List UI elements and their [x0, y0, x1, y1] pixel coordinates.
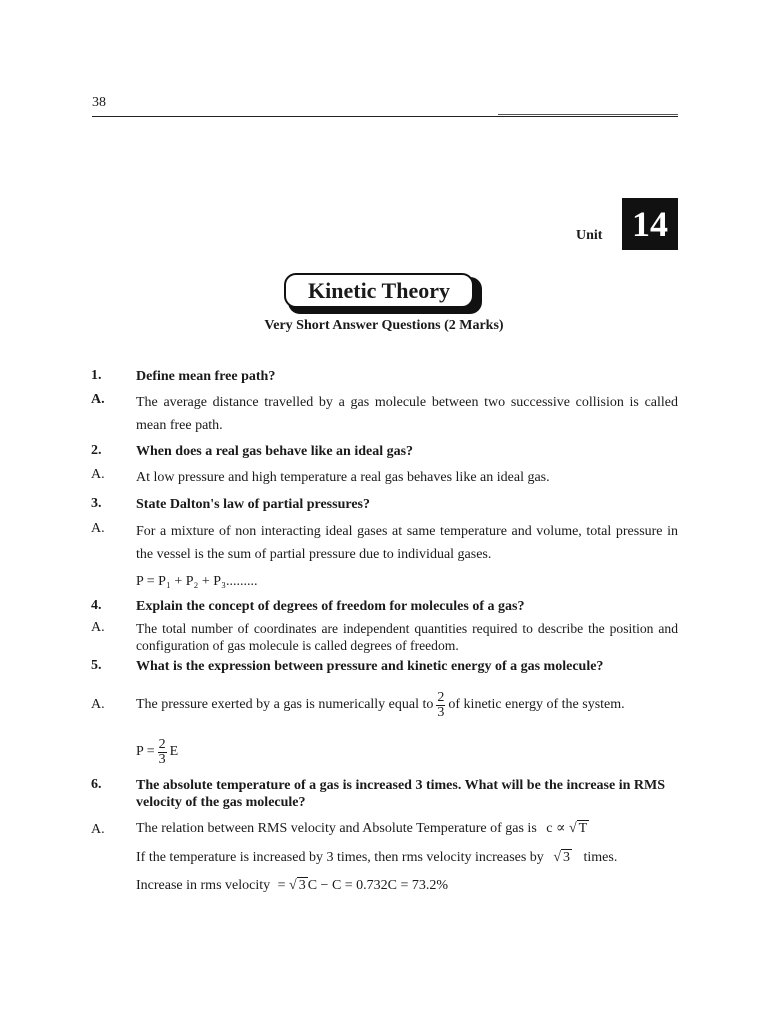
- page-number: 38: [92, 95, 106, 110]
- fraction-numerator: 2: [158, 736, 166, 752]
- fraction-denominator: 3: [158, 751, 166, 767]
- sqrt-3: 3: [563, 850, 570, 865]
- answer-text-after: of kinetic energy of the system.: [448, 697, 625, 712]
- rms-result: C − C = 0.732C = 73.2%: [307, 878, 449, 893]
- answer-line-2: If the temperature is increased by 3 times, then rms velocity increases by √ 3 times.: [136, 850, 618, 865]
- question-number: 3.: [91, 496, 102, 511]
- answer-label: A.: [91, 521, 105, 536]
- question-text: State Dalton's law of partial pressures?: [136, 497, 370, 512]
- unit-label: Unit: [576, 228, 603, 243]
- question-text: What is the expression between pressure and kinetic energy of a gas molecule?: [136, 659, 604, 674]
- sqrt-3c: 3: [298, 878, 306, 893]
- answer-label: A.: [91, 620, 105, 635]
- answer-text: The total number of coordinates are independent quantities required to describe the position and configuration of gas molecule is called degrees of freedom.: [136, 621, 678, 653]
- sqrt-t: T: [578, 821, 588, 836]
- header-rule: [92, 116, 678, 117]
- question-text: Explain the concept of degrees of freedom for molecules of a gas?: [136, 599, 525, 614]
- c-proportional: c ∝: [546, 821, 566, 836]
- chapter-title: Kinetic Theory: [284, 273, 474, 308]
- header-accent-rule: [498, 114, 678, 115]
- energy-symbol: E: [169, 744, 179, 759]
- dalton-equation: P = P₁ + P₂ + P₃.........: [136, 574, 258, 589]
- fraction-denominator: 3: [437, 704, 445, 720]
- answer-label: A.: [91, 697, 105, 712]
- answer-text: At low pressure and high temperature a real gas behaves like an ideal gas.: [136, 470, 550, 485]
- question-text: When does a real gas behave like an ideal gas?: [136, 444, 414, 459]
- question-text: Define mean free path?: [136, 369, 276, 384]
- two-thirds-fraction: [158, 738, 167, 767]
- answer-text: [136, 820, 589, 837]
- fraction-numerator: 2: [437, 689, 445, 705]
- answer-text: [136, 685, 625, 725]
- answer-line-1: The relation between RMS velocity and Absolute Temperature of gas is: [136, 821, 537, 836]
- answer-line-2-before: If the temperature is increased by 3 times, then rms velocity increases by: [136, 850, 544, 865]
- answer-line-3: Increase in rms velocity = √ 3 C − C = 0.732C = 73.2%: [136, 878, 449, 893]
- proportional-relation: c ∝ √ T: [546, 821, 588, 836]
- answer-text: For a mixture of non interacting ideal gases at same temperature and volume, total pressure in the vessel is the sum of partial pressure due to individual gases.: [136, 524, 678, 562]
- question-number: 1.: [91, 368, 102, 383]
- question-number: 2.: [91, 443, 102, 458]
- two-thirds-fraction: [436, 691, 445, 720]
- section-subtitle: Very Short Answer Questions (2 Marks): [264, 318, 504, 333]
- answer-label: A.: [91, 467, 105, 482]
- equals-sign: =: [277, 878, 286, 893]
- pressure-lhs: P =: [136, 744, 155, 759]
- answer-label: A.: [91, 392, 105, 407]
- question-number: 5.: [91, 658, 102, 673]
- answer-line-3-before: Increase in rms velocity: [136, 878, 271, 893]
- unit-number-badge: 14: [622, 198, 678, 250]
- question-number: 6.: [91, 777, 102, 792]
- answer-text: The average distance travelled by a gas molecule between two successive collision is called mean free path.: [136, 395, 678, 433]
- question-number: 4.: [91, 598, 102, 613]
- pressure-energy-equation: [136, 734, 178, 770]
- answer-line-2-after: times.: [583, 850, 618, 865]
- answer-label: A.: [91, 822, 105, 837]
- question-text: The absolute temperature of a gas is increased 3 times. What will be the increase in RMS velocity of the gas molecule?: [136, 778, 665, 810]
- answer-text-before: The pressure exerted by a gas is numerically equal to: [136, 697, 434, 712]
